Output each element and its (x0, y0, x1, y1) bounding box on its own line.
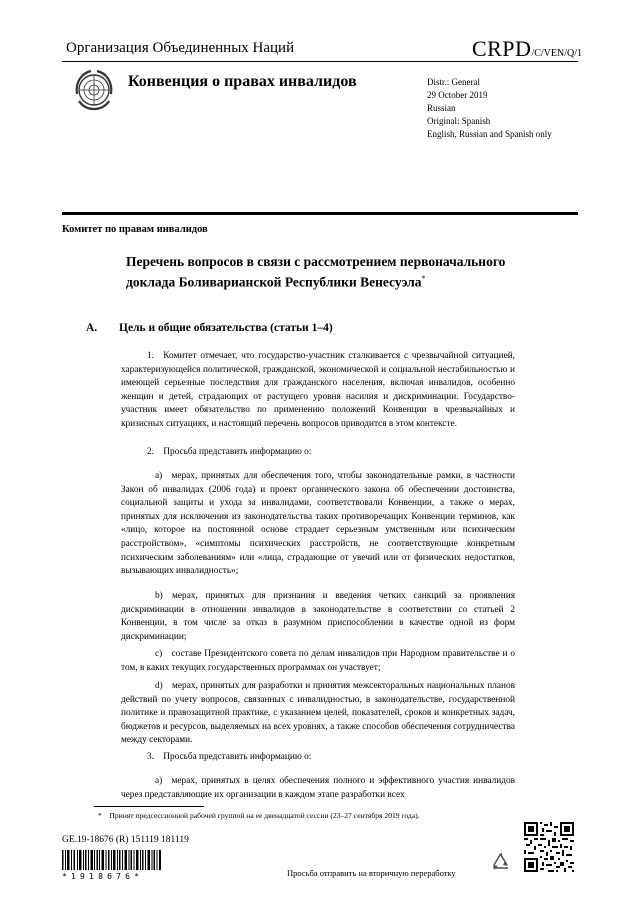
document-title (126, 253, 546, 291)
paragraph-3: 3. Просьба представить информацию о: (147, 752, 312, 762)
barcode-icon (62, 850, 162, 870)
un-emblem-icon (72, 68, 116, 112)
title-text: Перечень вопросов в связи с рассмотрением первоначального доклада Боливарианской Республики Венесуэла (126, 254, 506, 290)
distribution-block (427, 76, 552, 141)
committee-name: Комитет по правам инвалидов (62, 224, 208, 235)
header-rule (62, 61, 578, 62)
paragraph-2a: a) мерах, принятых для обеспечения того, чтобы законодательные рамки, в частности Закон об инвалидах (2006 года) и проект органического закона об обеспечении достоинства, социальной защиты и ухода за инвалидами, соответствовали Конвенции, а также о мерах, принятых для исключения из законодательства таких противоречащих Конвенции терминов, как «лицо, которое на постоянной основе страдает серьезным умственным или психическим расстройством», «симптомы психических расстройств, не соответствующие конкретным психическим заболеваниям» или «лица, страдающие от увечий или от физических недостатков, вызывающих инвалидность»; (121, 471, 515, 577)
footnote-rule (94, 806, 204, 807)
barcode-number: *1918676* (62, 872, 144, 881)
paragraph-3a: a) мерах, принятых в целях обеспечения полного и эффективного участия инвалидов через представляющие их организации в каждом этапе разработки всех (121, 776, 515, 800)
footnote: * Принят предсессионной рабочей группой на ее двенадцатой сессии (23–27 сентября 2019 года). (98, 811, 420, 820)
distr-line: English, Russian and Spanish only (427, 129, 552, 139)
section-letter: A. (86, 322, 98, 334)
convention-title: Конвенция о правах инвалидов (128, 73, 357, 90)
organization-name: Организация Объединенных Наций (66, 40, 295, 56)
section-title: Цель и общие обязательства (статьи 1–4) (119, 322, 333, 334)
paragraph-1: 1. Комитет отмечает, что государство-участник сталкивается с чрезвычайной ситуацией, характеризующейся политической, гражданской, экономической и социальной нестабильностью и имеющей серьезные последствия для гражданского населения, включая инвалидов, особенно женщин и детей, страдающих от растущего уровня насилия и дискриминации. Государство-участник имеет обязательство по применению положений Конвенции в чрезвычайных и кризисных ситуациях, и настоящий перечень вопросов приводится в этом контексте. (121, 351, 515, 429)
symbol-main: CRPD (471, 36, 532, 61)
title-footnote-marker: * (421, 274, 426, 283)
paragraph-2c: c) составе Президентского совета по делам инвалидов при Народном правительстве и о том, в каких текущих государственных программах он участвует; (121, 649, 515, 673)
distr-line: Distr.: General (427, 77, 480, 87)
paragraph-2b: b) мерах, принятых для признания и введения четких санкций за проявления дискриминации в отношении инвалидов в законодательстве в соответствии со статьей 2 Конвенции, в том числе за отказ в разумном приспособлении в качестве одной из форм дискриминации; (121, 591, 515, 642)
recycle-icon (490, 852, 512, 878)
paragraph-2: 2. Просьба представить информацию о: (147, 447, 312, 457)
qr-code-icon (524, 822, 574, 872)
document-symbol (472, 36, 582, 62)
thick-divider (62, 212, 578, 215)
symbol-sub: /C/VEN/Q/1 (531, 48, 582, 59)
distr-line: Original: Spanish (427, 116, 491, 126)
recycle-notice: Просьба отправить на вторичную переработку (287, 868, 456, 878)
distr-line: Russian (427, 103, 456, 113)
distr-line: 29 October 2019 (427, 90, 488, 100)
paragraph-2d: d) мерах, принятых для разработки и принятия межсекторальных национальных планов действий по учету вопросов, связанных с инвалидностью, в законодательстве, государственной политике и правозащитной практике, с указанием целей, показателей, сроков и конкретных задач, бюджетов и ресурсов, выделяемых на всех уровнях, а также способов обеспечения сотрудничества между секторами. (121, 681, 515, 746)
document-number: GE.19-18676 (R) 151119 181119 (62, 835, 189, 845)
